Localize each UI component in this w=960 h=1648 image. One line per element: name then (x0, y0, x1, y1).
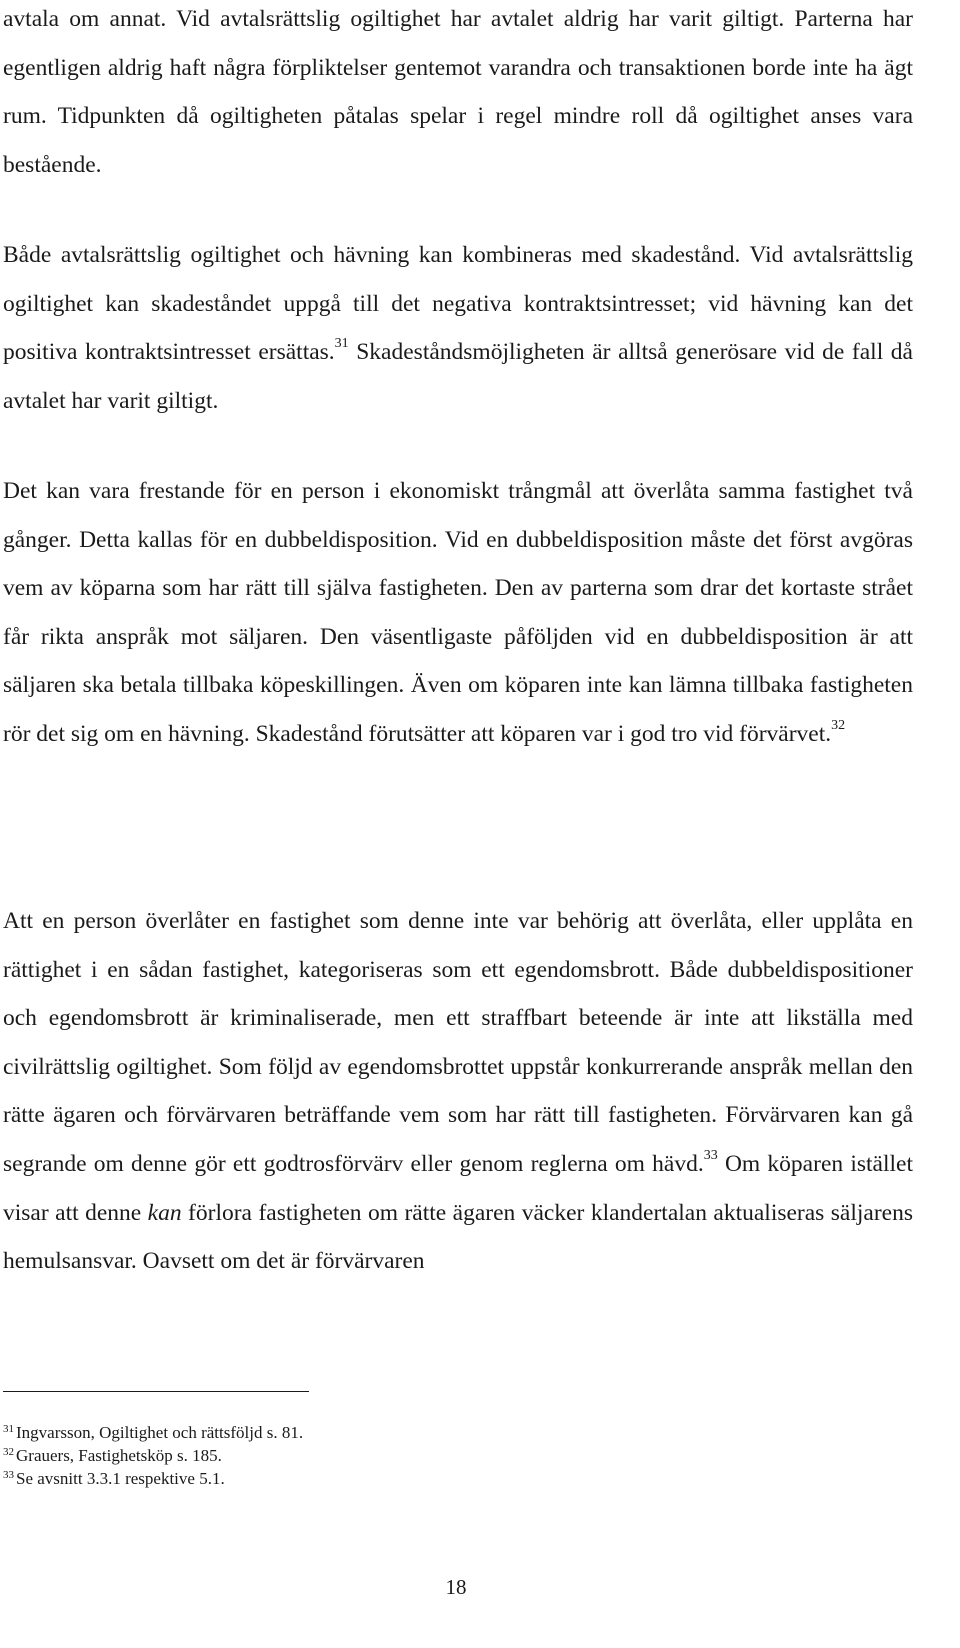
footnote-text: Grauers, Fastighetsköp s. 185. (16, 1446, 222, 1465)
footnote-number: 32 (3, 1446, 14, 1458)
paragraph-2 (3, 231, 913, 425)
paragraph-4 (3, 897, 913, 1286)
footnote-ref-31[interactable]: 31 (334, 336, 349, 352)
footnote-31 (3, 1421, 603, 1444)
footnote-separator (3, 1391, 309, 1392)
paragraph-1-text: avtala om annat. Vid avtalsrättslig ogiltighet har avtalet aldrig har varit giltigt. Parterna har egentligen aldrig haft några förpliktelser gentemot varandra och transaktionen borde inte ha ägt rum. Tidpunkten då ogiltigheten påtalas spelar i regel mindre roll då ogiltighet anses vara bestående. (3, 6, 913, 178)
footnote-33 (3, 1467, 603, 1490)
footnote-ref-33[interactable]: 33 (703, 1147, 718, 1163)
paragraph-2-text: Både avtalsrättslig ogiltighet och hävning kan kombineras med skadestånd. Vid avtalsrättslig ogiltighet kan skadeståndet uppgå till det negativa kontraktsintresset; vid hävning kan det positiva kontraktsintresset ersättas. (3, 242, 913, 366)
page-number: 18 (445, 1575, 467, 1599)
paragraph-4-emphasis: kan (147, 1199, 182, 1226)
footnote-text: Ingvarsson, Ogiltighet och rättsföljd s. 81. (16, 1423, 304, 1442)
footnote-32 (3, 1444, 603, 1467)
footnote-number: 33 (3, 1469, 14, 1481)
paragraph-1 (3, 0, 913, 189)
paragraph-3-text: Det kan vara frestande för en person i ekonomiskt trångmål att överlåta samma fastighet två gånger. Detta kallas för en dubbeldisposition. Vid en dubbeldisposition måste det först avgöras vem av köparna som har rätt till själva fastigheten. Den av parterna som drar det kortaste strået får rikta anspråk mot säljaren. Den väsentligaste påföljden vid en dubbeldisposition är att säljaren ska betala tillbaka köpeskillingen. Även om köparen inte kan lämna tillbaka fastigheten rör det sig om en hävning. Skadestånd förutsätter att köparen var i god tro vid förvärvet. (3, 478, 913, 747)
paragraph-4-text-a: Att en person överlåter en fastighet som denne inte var behörig att överlåta, eller upplåta en rättighet i en sådan fastighet, kategoriseras som ett egendomsbrott. Både dubbeldispositioner och egendomsbrott är kriminaliserade, men ett straffbart beteende är inte att likställa med civilrättslig ogiltighet. Som följd av egendomsbrottet uppstår konkurrerande anspråk mellan den rätte ägaren och förvärvaren beträffande vem som har rätt till fastigheten. Förvärvaren kan gå segrande om denne gör ett godtrosförvärv eller genom reglerna om hävd. (3, 908, 913, 1177)
footnotes (3, 1421, 603, 1490)
footnote-text: Se avsnitt 3.3.1 respektive 5.1. (16, 1469, 225, 1488)
paragraph-4-text-b: Om köparen istället visar att denne (3, 1150, 914, 1226)
footnote-ref-32[interactable]: 32 (831, 717, 846, 733)
paragraph-4-text-c: förlora fastigheten om rätte ägaren väcker klandertalan aktualiseras säljarens hemulsansvar. Oavsett om det är förvärvaren (3, 1199, 914, 1275)
footnote-number: 31 (3, 1423, 14, 1435)
paragraph-2-tail: Skadeståndsmöjligheten är alltså generösare vid de fall då avtalet har varit giltigt. (3, 339, 913, 414)
paragraph-3 (3, 467, 913, 759)
